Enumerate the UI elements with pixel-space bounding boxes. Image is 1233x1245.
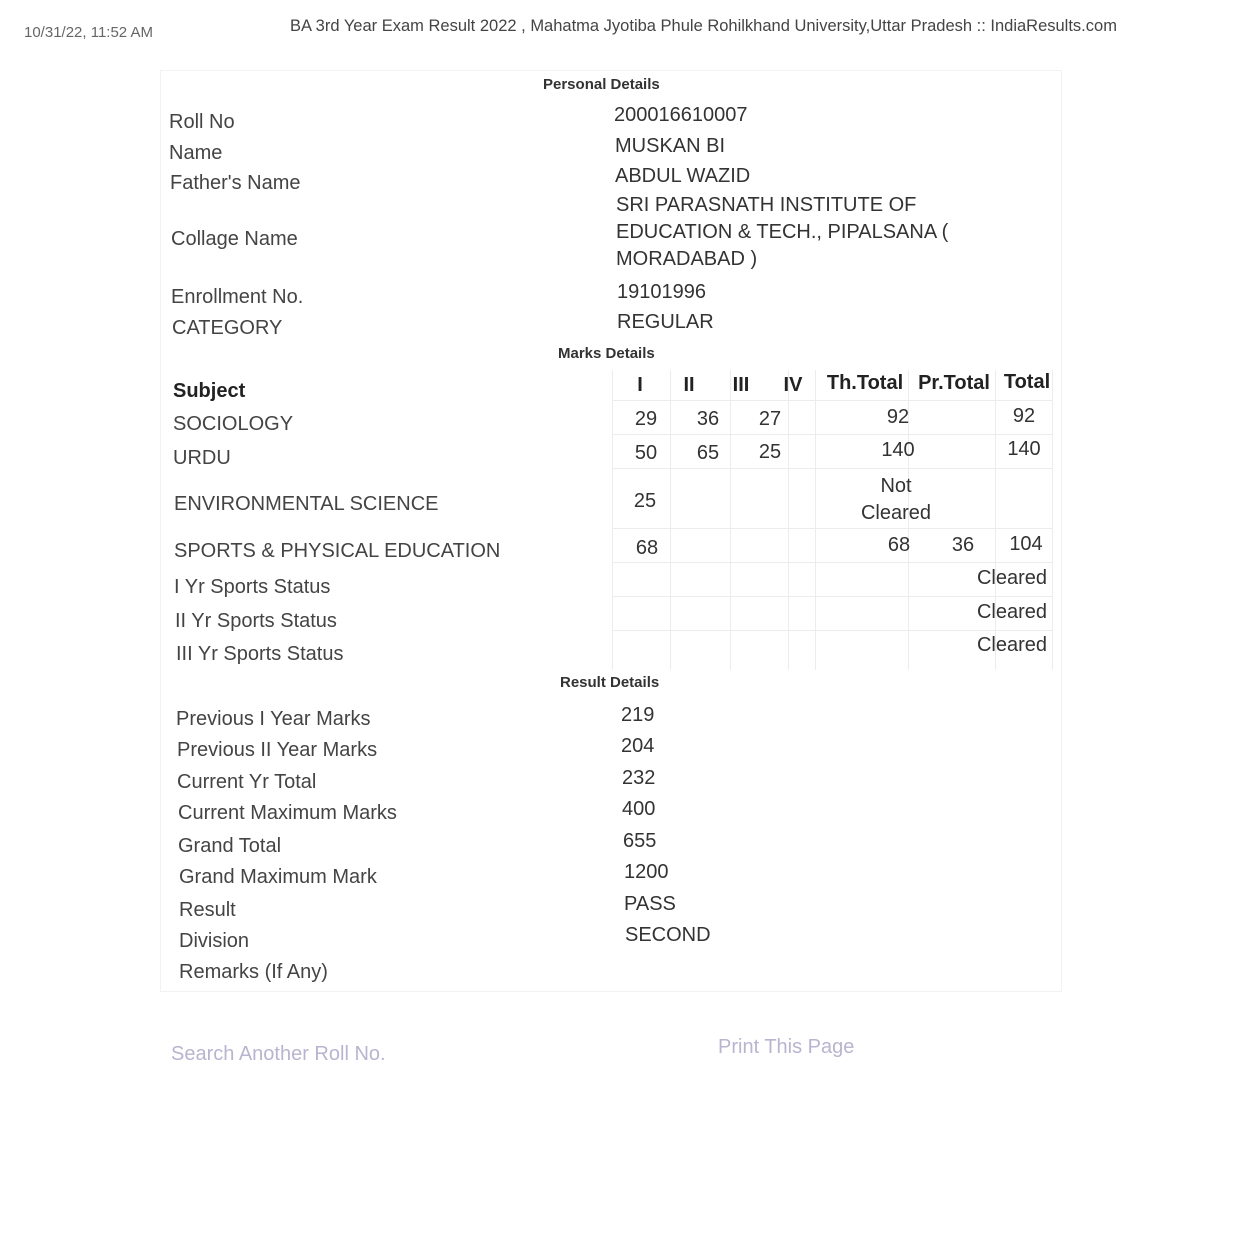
grid-line [612,562,1052,563]
print-timestamp: 10/31/22, 11:52 AM [24,24,153,41]
subject-i-yr-sports-status: I Yr Sports Status [174,576,331,598]
search-another-roll-link[interactable]: Search Another Roll No. [171,1043,386,1065]
grid-line [612,468,1052,469]
urdu-total: 140 [1007,438,1041,460]
grand-max-mark-label: Grand Maximum Mark [179,866,377,888]
grand-total-value: 655 [623,830,657,852]
marks-header-th-total: Th.Total [826,372,904,394]
category-label: CATEGORY [172,317,283,339]
marks-header-i: I [637,374,643,396]
division-label: Division [179,930,250,952]
current-max-marks-label: Current Maximum Marks [178,802,397,824]
prev-ii-year-marks-value: 204 [621,735,655,757]
grid-line [815,370,816,670]
college-name-value: SRI PARASNATH INSTITUTE OF EDUCATION & TECH., PIPALSANA ( MORADABAD ) [616,194,949,270]
subject-sociology: SOCIOLOGY [173,413,294,435]
sociology-total: 92 [1012,405,1036,427]
name-value: MUSKAN BI [615,135,726,157]
result-label: Result [179,899,236,921]
sociology-i: 29 [634,408,658,430]
grid-line [730,370,731,670]
urdu-iii: 25 [758,441,782,463]
fathers-name-label: Father's Name [170,172,301,194]
iii-yr-sports-status-value: Cleared [976,634,1048,656]
subject-environmental-science: ENVIRONMENTAL SCIENCE [174,493,439,515]
result-value: PASS [624,893,676,915]
prev-i-year-marks-value: 219 [621,704,655,726]
sociology-th-total: 92 [886,406,910,428]
marks-header-iv: IV [783,374,803,396]
fathers-name-value: ABDUL WAZID [615,165,751,187]
marks-details-title: Marks Details [558,345,655,362]
page-title: BA 3rd Year Exam Result 2022 , Mahatma Jyotiba Phule Rohilkhand University,Uttar Pradesh :: IndiaResults.com [290,17,1117,35]
grid-line [612,400,1052,401]
grid-line [612,528,1052,529]
print-page-link[interactable]: Print This Page [718,1036,855,1058]
grand-max-mark-value: 1200 [624,861,669,883]
urdu-ii: 65 [696,442,720,464]
urdu-i: 50 [634,442,658,464]
subject-ii-yr-sports-status: II Yr Sports Status [175,610,337,632]
grand-total-label: Grand Total [178,835,282,857]
current-yr-total-value: 232 [622,767,656,789]
ii-yr-sports-status-value: Cleared [976,601,1048,623]
remarks-label: Remarks (If Any) [179,961,328,983]
marks-header-iii: III [732,374,750,396]
subject-iii-yr-sports-status: III Yr Sports Status [176,643,344,665]
grid-line [670,370,671,670]
current-yr-total-label: Current Yr Total [177,771,317,793]
sports-pr-total: 36 [951,534,975,556]
subject-sports-physical-education: SPORTS & PHYSICAL EDUCATION [174,540,501,562]
sociology-iii: 27 [758,408,782,430]
category-value: REGULAR [617,311,714,333]
current-max-marks-value: 400 [622,798,656,820]
grid-line [612,630,1052,631]
sociology-ii: 36 [696,408,720,430]
name-label: Name [169,142,223,164]
marks-header-pr-total: Pr.Total [918,372,990,394]
enrollment-no-value: 19101996 [617,281,706,303]
grid-line [612,370,613,670]
sports-th-total: 68 [887,534,911,556]
grid-line [612,434,1052,435]
marks-header-total: Total [1003,371,1051,393]
personal-details-title: Personal Details [543,76,660,93]
sports-i: 68 [635,537,659,559]
marks-header-subject: Subject [173,380,246,402]
enrollment-no-label: Enrollment No. [171,286,304,308]
urdu-th-total: 140 [881,439,915,461]
roll-no-label: Roll No [169,111,235,133]
sports-total: 104 [1009,533,1043,555]
college-name-label: Collage Name [171,228,298,250]
roll-no-value: 200016610007 [614,104,748,126]
result-details-title: Result Details [560,674,660,691]
env-science-i: 25 [633,490,657,512]
subject-urdu: URDU [173,447,231,469]
prev-ii-year-marks-label: Previous II Year Marks [177,739,378,761]
i-yr-sports-status-value: Cleared [976,567,1048,589]
marks-header-ii: II [683,374,695,396]
grid-line [612,596,1052,597]
prev-i-year-marks-label: Previous I Year Marks [176,708,371,730]
division-value: SECOND [625,924,711,946]
env-science-th-total: Not Cleared [860,475,932,524]
